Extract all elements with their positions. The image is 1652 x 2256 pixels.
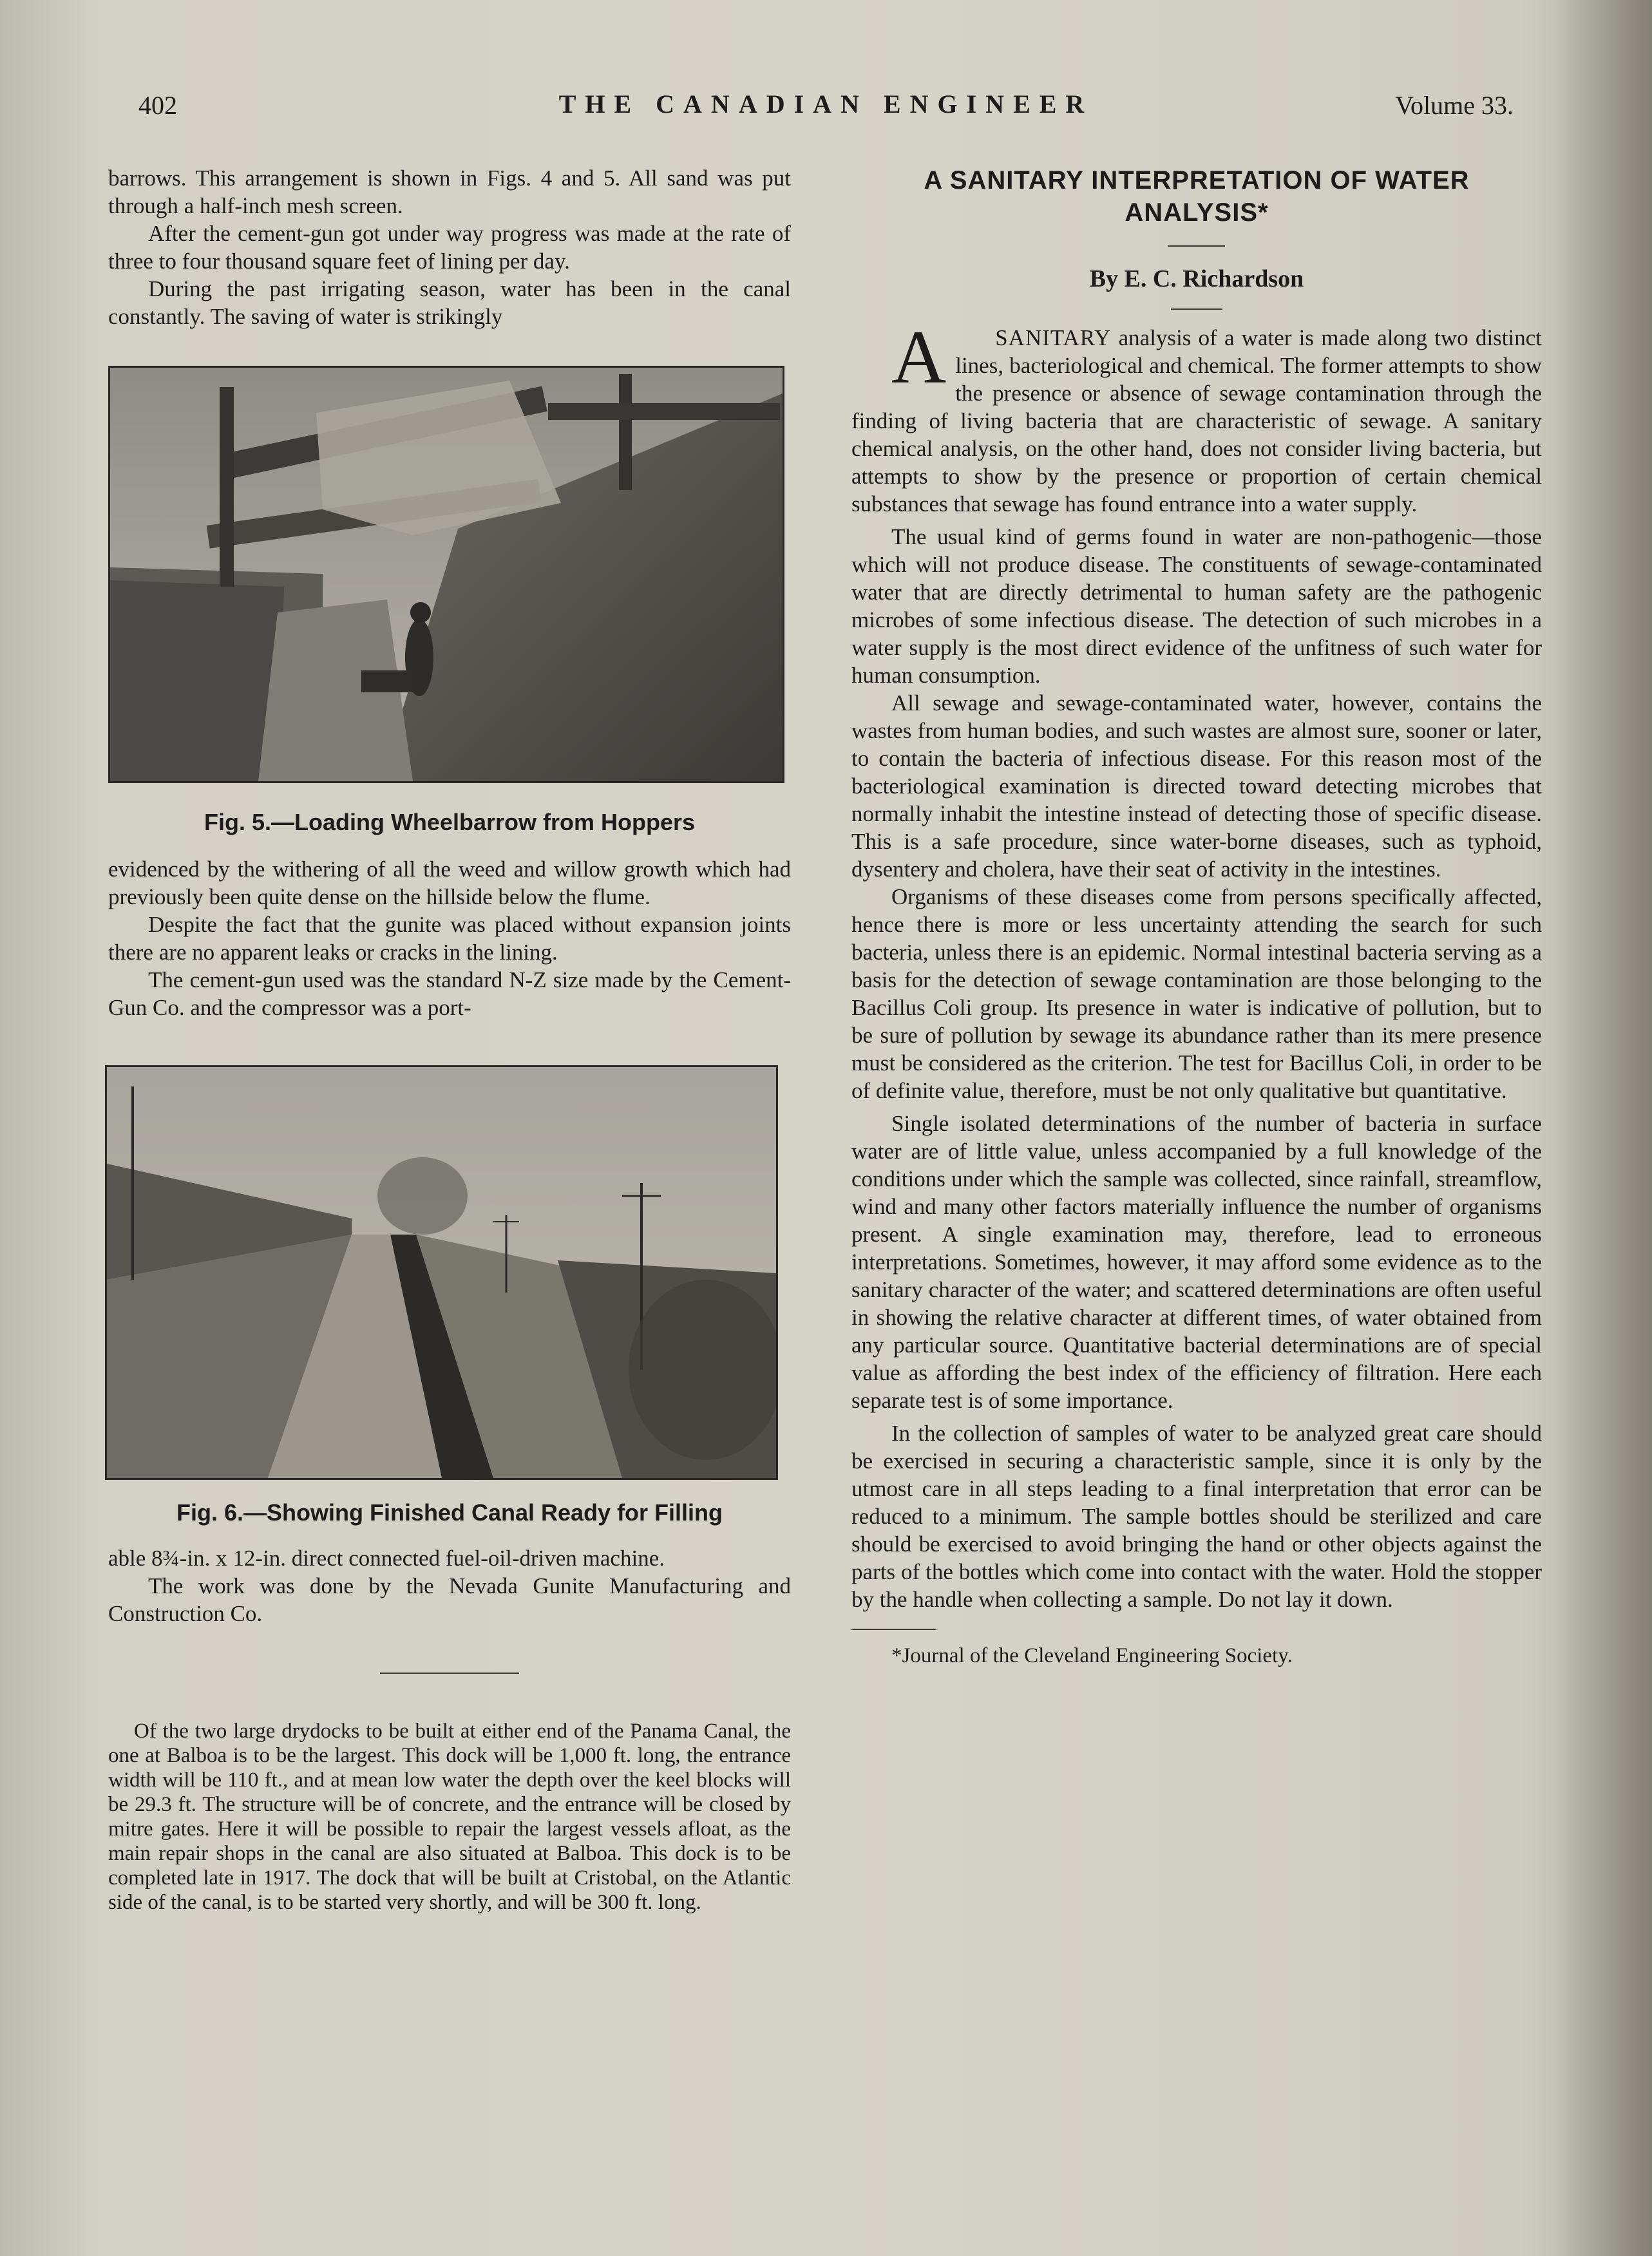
figure-6-photo <box>105 1065 778 1480</box>
right-column <box>851 164 1542 1668</box>
running-head: THE CANADIAN ENGINEER <box>558 90 1094 118</box>
figure-5-photo <box>108 366 784 783</box>
right-paragraph-2: The usual kind of germs found in water are non-pathogenic—those which will not produce disease. The constituents of sewage-contaminated water that are directly detrimental to human safety are the pathogenic microbes of some infectious disease. The detection of such microbes in a water supply is the most direct evidence of the unfitness of such water for human consumption. <box>851 524 1542 688</box>
right-paragraph-4: Organisms of these diseases come from persons specifically affected, hence there is more or less uncertainty attending the search for such bacteria, unless there is an epidemic. Normal intestinal bacteria serving as a basis for the detection of sewage contamination are those belonging to the Bacillus Coli group. Its presence in water is indicative of pollution, but to be sure of pollution by sewage its abundance rather than its mere presence must be considered as the criterion. The test for Bacillus Coli, in order to be of definite value, therefore, must be not only qualitative but quantitative. <box>851 884 1542 1103</box>
left-column <box>108 164 791 1915</box>
page-number: 402 <box>138 91 177 120</box>
footnote: *Journal of the Cleveland Engineering Society. <box>891 1644 1293 1667</box>
article-title-line-2: ANALYSIS* <box>1125 198 1269 227</box>
left-paragraph-4: evidenced by the withering of all the weed and willow growth which had previously been quite dense on the hillside below the flume. <box>108 857 791 909</box>
right-paragraph-5: Single isolated determinations of the number of bacteria in surface water are of little value, unless accompanied by a full knowledge of the conditions under which the sample was collected, since rainfall, streamflow, wind and many other factors materially influence the number of organisms present. A single examination may, therefore, lead to erroneous interpretations. Sometimes, however, it may afford some evidence as to the sanitary character of the water; and scattered determinations are often useful in showing the relative character at different times, of water obtained from any particular source. Quantitative bacterial determinations are of special value as affording the best index of the efficiency of filtration. Here each separate test is of some importance. <box>851 1111 1542 1413</box>
left-paragraph-7: able 8¾-in. x 12-in. direct connected fuel-oil-driven machine. <box>108 1546 665 1571</box>
drop-cap: A <box>891 315 947 399</box>
drydock-note: Of the two large drydocks to be built at either end of the Panama Canal, the one at Balboa is to be the largest. This dock will be 1,000 ft. long, the entrance width will be 110 ft., and at mean low water the depth over the keel blocks will be 29.3 ft. The structure will be of concrete, and the entrance will be closed by mitre gates. Here it will be possible to repair the largest vessels afloat, as the main repair shops in the canal are also situated at Balboa. This dock is to be completed late in 1917. The dock that will be built at Cristobal, on the Atlantic side of the canal, is to be started very shortly, and will be 300 ft. long. <box>108 1720 791 1914</box>
volume-label: Volume 33. <box>1395 91 1514 120</box>
title-rule <box>1168 245 1225 247</box>
left-paragraph-1: barrows. This arrangement is shown in Figs. 4 and 5. All sand was put through a half-inch mesh screen. <box>108 166 791 218</box>
page-header <box>138 90 1514 129</box>
byline-rule <box>1171 308 1222 310</box>
loading-wheelbarrow-photo <box>110 368 783 781</box>
section-divider <box>380 1673 519 1674</box>
finished-canal-photo <box>107 1067 776 1478</box>
article-byline: By E. C. Richardson <box>1089 265 1304 292</box>
right-paragraph-6: In the collection of samples of water to be analyzed great care should be exercised in securing a characteristic sample, since it is only by the utmost care in all steps leading to a final interpretation that error can be reduced to a minimum. The sample bottles should be sterilized and care should be exercised to avoid bringing the hand or other objects against the parts of the bottles which come into contact with the water. Hold the stopper by the handle when collecting a sample. Do not lay it down. <box>851 1421 1542 1612</box>
footnote-rule <box>851 1629 936 1630</box>
left-paragraph-5: Despite the fact that the gunite was placed without expansion joints there are no apparent leaks or cracks in the lining. <box>108 912 791 965</box>
right-paragraph-3: All sewage and sewage-contaminated water, however, contains the wastes from human bodies, and such wastes are almost sure, sooner or later, to contain the bacteria of infectious disease. For this reason most of the bacteriological examination is directed toward detecting microbes that normally inhabit the intestine instead of detecting those of specific disease. This is a safe procedure, since water-borne diseases, such as typhoid, dysentery and cholera, have their seat of activity in the intestines. <box>851 690 1542 882</box>
figure-5-caption: Fig. 5.—Loading Wheelbarrow from Hoppers <box>204 809 696 835</box>
left-paragraph-2: After the cement-gun got under way progress was made at the rate of three to four thousand square feet of lining per day. <box>108 221 791 274</box>
right-paragraph-1-text: analysis of a water is made along two distinct lines, bacteriological and chemical. The former attempts to show the presence or absence of sewage contamination through the finding of living bacteria that are characteristic of sewage. A sanitary chemical analysis, on the other hand, does not consider living bacteria, but attempts to show by the presence or proportion of certain chemical substances that sewage has found entrance into a water supply. <box>851 325 1542 517</box>
page-spine-shadow <box>1555 0 1652 2256</box>
lead-word: SANITARY <box>995 325 1112 350</box>
figure-6-caption: Fig. 6.—Showing Finished Canal Ready for Filling <box>176 1499 723 1526</box>
article-title-line-1: A SANITARY INTERPRETATION OF WATER <box>924 166 1470 194</box>
left-paragraph-8: The work was done by the Nevada Gunite Manufacturing and Construction Co. <box>108 1573 791 1626</box>
left-paragraph-3: During the past irrigating season, water has been in the canal constantly. The saving of water is strikingly <box>108 276 791 329</box>
right-paragraph-1 <box>851 315 1542 518</box>
left-paragraph-6: The cement-gun used was the standard N-Z size made by the Cement-Gun Co. and the compressor was a port- <box>108 967 791 1020</box>
